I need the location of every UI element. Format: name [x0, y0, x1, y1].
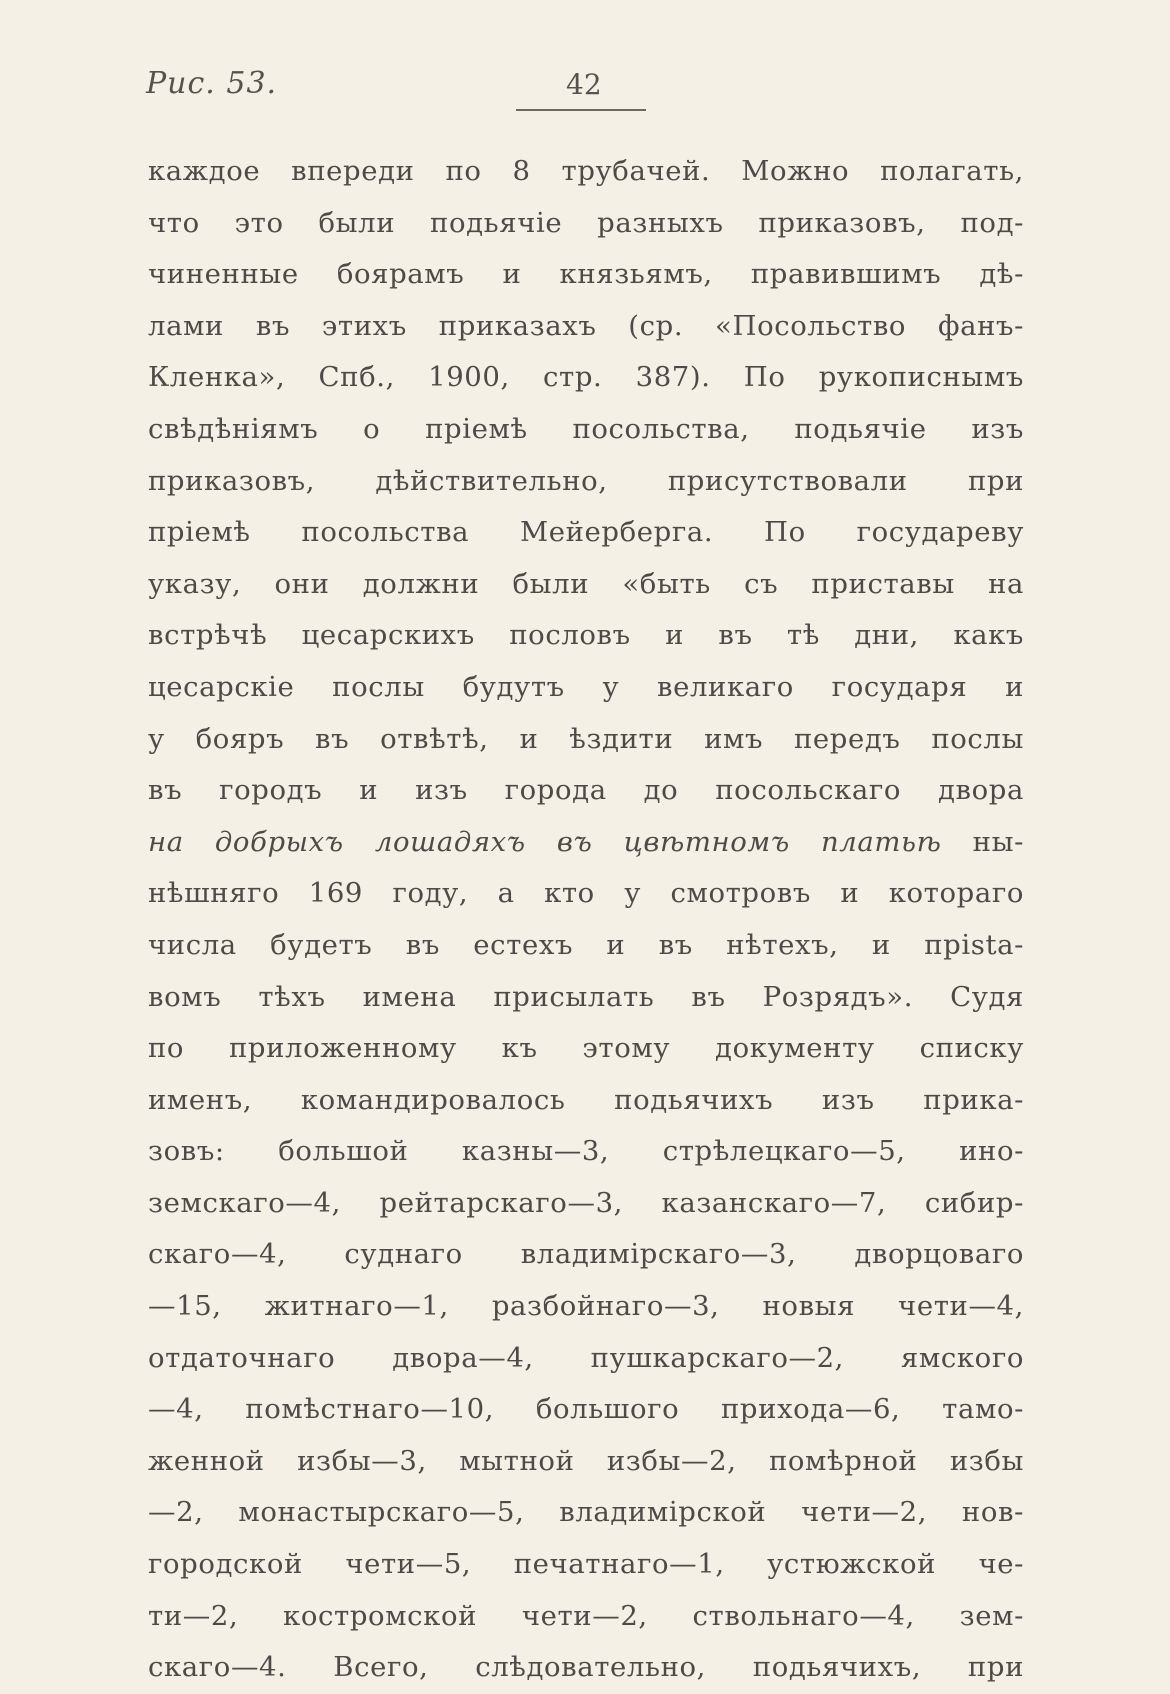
text-line: числа будетъ въ естехъ и въ нѣтехъ, и прista-: [148, 928, 1024, 961]
text-line-italic: [148, 817, 1024, 869]
text-line: скаго—4, суднаго владимірскаго—3, дворцоваго: [148, 1238, 1024, 1271]
text-line: Кленка», Спб., 1900, стр. 387). По рукописнымъ: [148, 361, 1024, 394]
text-line: въ городъ и изъ города до посольскаго двора: [148, 774, 1024, 807]
text-line: женной избы—3, мытной избы—2, помѣрной избы: [148, 1444, 1024, 1477]
text-line: вомъ тѣхъ имена присылать въ Розрядъ». Судя: [148, 980, 1024, 1013]
text-line: —4, помѣстнаго—10, большого прихода—6, тамо-: [148, 1393, 1024, 1426]
header-rule: [516, 109, 646, 111]
text-line: нѣшняго 169 году, а кто у смотровъ и котораго: [148, 877, 1024, 910]
text-line: именъ, командировалось подьячихъ изъ прика-: [148, 1083, 1024, 1116]
text-line: каждое впереди по 8 трубачей. Можно полагать,: [148, 155, 1024, 187]
text-line: зовъ: большой казны—3, стрѣлецкаго—5, ино-: [148, 1135, 1024, 1168]
text-line: свѣдѣніямъ о пріемѣ посольства, подьячіе изъ: [148, 412, 1024, 445]
text-line: что это были подьячіе разныхъ приказовъ, под-: [148, 206, 1024, 239]
text-line: —2, монастырскаго—5, владимірской чети—2, нов-: [148, 1496, 1024, 1529]
figure-reference: Рис. 53.: [146, 66, 278, 101]
text-line: городской чети—5, печатнаго—1, устюжской че-: [148, 1548, 1024, 1581]
page-number: 42: [566, 68, 602, 101]
body-text: [148, 146, 1024, 1694]
text-line: по приложенному къ этому документу списку: [148, 1032, 1024, 1065]
line-continuation: ны-: [941, 825, 1024, 858]
text-line: чиненные боярамъ и князьямъ, правившимъ дѣ-: [148, 258, 1024, 291]
text-line: встрѣчѣ цесарскихъ пословъ и въ тѣ дни, какъ: [148, 619, 1024, 652]
text-line: ти—2, костромской чети—2, ствольнаго—4, зем-: [148, 1599, 1024, 1632]
text-line: земскаго—4, рейтарскаго—3, казанскаго—7, сибир-: [148, 1186, 1024, 1219]
text-line: пріемѣ посольства Мейерберга. По государеву: [148, 516, 1024, 549]
text-line: цесарскіе послы будутъ у великаго государя и: [148, 670, 1024, 703]
text-line: скаго—4. Всего, слѣдовательно, подьячихъ, при: [148, 1651, 1024, 1684]
text-line: —15, житнаго—1, разбойнаго—3, новыя чети—4,: [148, 1290, 1024, 1323]
italic-phrase: на добрыхъ лошадяхъ въ цвѣтномъ платьѣ: [148, 825, 942, 858]
text-line: отдаточнаго двора—4, пушкарскаго—2, ямского: [148, 1341, 1024, 1374]
text-line: приказовъ, дѣйствительно, присутствовали при: [148, 464, 1024, 497]
text-line: у бояръ въ отвѣтѣ, и ѣздити имъ передъ послы: [148, 722, 1024, 755]
text-line: лами въ этихъ приказахъ (ср. «Посольство фанъ-: [148, 309, 1024, 342]
text-line: указу, они должни были «быть съ приставы на: [148, 567, 1024, 600]
